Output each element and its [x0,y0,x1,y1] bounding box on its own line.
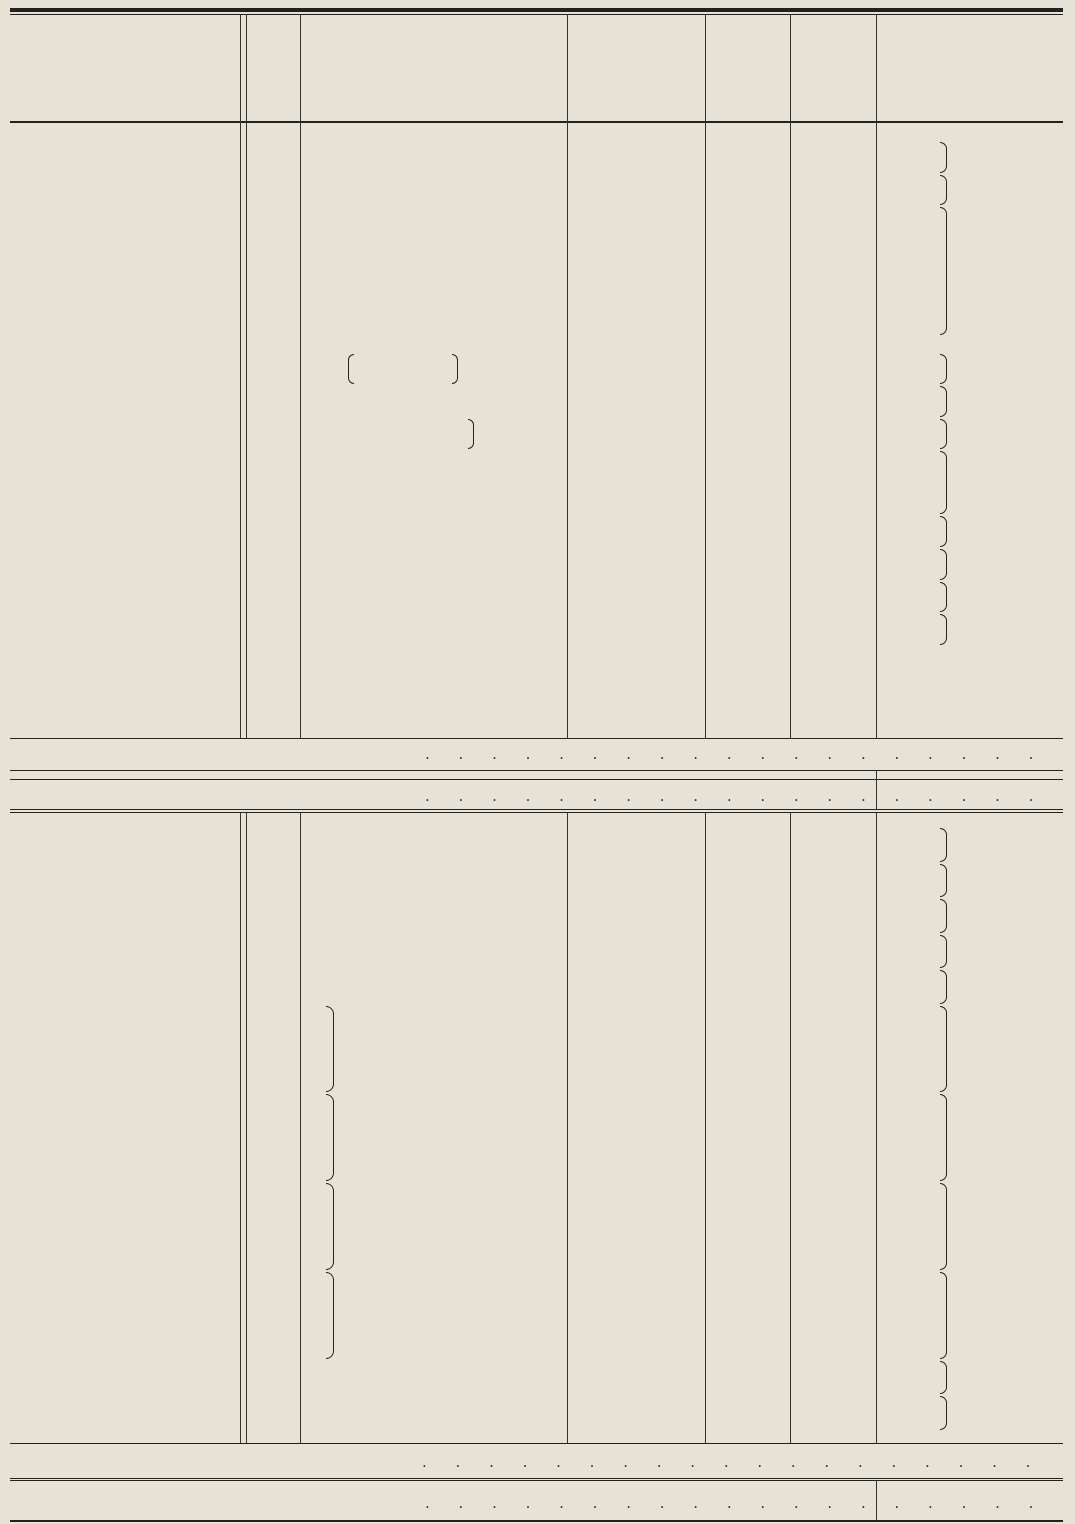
column-rule-8 [240,812,241,1443]
rule-0 [10,8,1063,12]
column-rule-0 [240,14,241,738]
rule-9 [10,1443,1063,1444]
column-rule-1 [246,14,247,738]
curly-brace-icon [940,582,947,613]
curly-brace-icon [940,970,947,1004]
curly-brace-icon [940,207,947,335]
curly-brace-icon [326,1094,334,1181]
curly-brace-icon [940,1006,947,1093]
rule-5 [10,770,1063,771]
column-rule-12 [705,812,706,1443]
curly-brace-icon [326,1272,334,1359]
curly-brace-icon [940,1183,947,1270]
curly-brace-icon [940,1094,947,1181]
rule-8 [10,812,1063,813]
rule-11 [10,1480,1063,1481]
column-rule-11 [567,812,568,1443]
column-rule-13 [790,812,791,1443]
curly-brace-icon [940,419,947,450]
rule-6 [10,779,1063,780]
rule-12 [10,1520,1063,1522]
rule-7 [10,809,1063,810]
column-rule-9 [246,812,247,1443]
rule-3 [10,122,1063,123]
leader-dots: . . . . . . . . . . . . . . . . . . . [425,787,1046,805]
curly-brace-icon [940,549,947,580]
curly-brace-icon [940,1361,947,1395]
leader-dots: . . . . . . . . . . . . . . . . . . . [425,745,1046,763]
leader-dots: . . . . . . . . . . . . . . . . . . . [422,1453,1043,1471]
curly-brace-icon [940,1272,947,1359]
column-rule-14 [876,812,877,1443]
curly-brace-icon [940,142,947,173]
curly-brace-icon [326,1006,334,1093]
curly-brace-icon [452,354,458,385]
curly-brace-icon [940,354,947,385]
curly-brace-icon [940,864,947,898]
curly-brace-icon [940,828,947,862]
curly-brace-icon [326,1183,334,1270]
curly-brace-icon [468,419,474,450]
column-rule-6 [876,14,877,738]
curly-brace-icon [348,354,354,385]
curly-brace-icon [940,451,947,514]
leader-dots: . . . . . . . . . . . . . . . . . . . [425,1494,1046,1512]
rule-10 [10,1478,1063,1479]
rule-1 [10,14,1063,15]
column-rule-4 [705,14,706,738]
column-rule-2 [300,14,301,738]
curly-brace-icon [940,935,947,969]
curly-brace-icon [940,899,947,933]
curly-brace-icon [940,614,947,645]
column-rule-3 [567,14,568,738]
curly-brace-icon [940,175,947,206]
curly-brace-icon [940,386,947,417]
curly-brace-icon [940,1396,947,1430]
curly-brace-icon [940,516,947,547]
column-rule-10 [300,812,301,1443]
rule-4 [10,738,1063,739]
column-rule-5 [790,14,791,738]
